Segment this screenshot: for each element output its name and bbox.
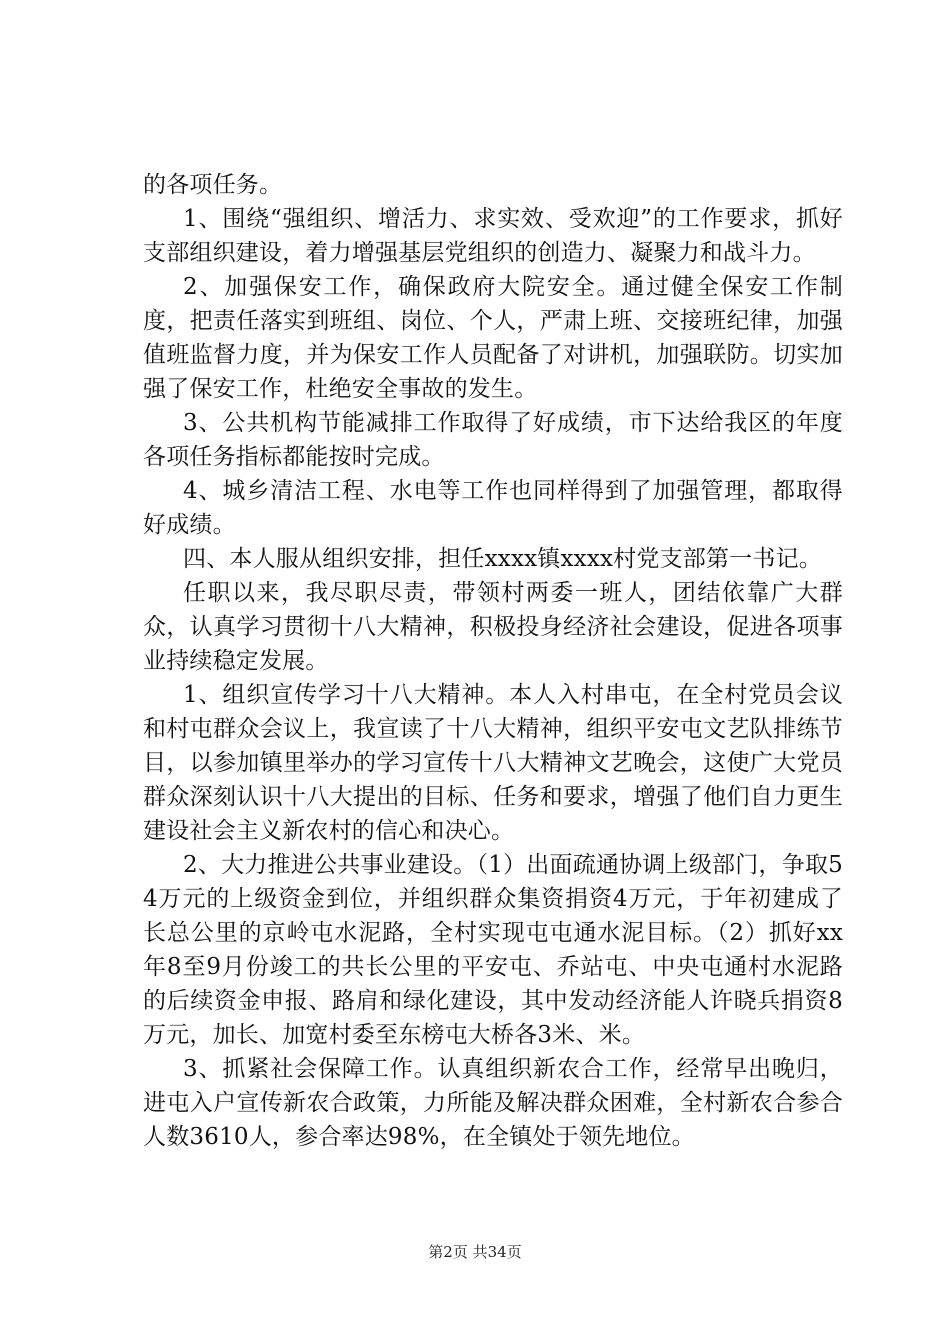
paragraph-4: 3、公共机构节能减排工作取得了好成绩，市下达给我区的年度各项任务指标都能按时完成。 [143,410,843,470]
document-body [143,168,843,1154]
paragraph-8: 1、组织宣传学习十八大精神。本人入村串屯，在全村党员会议和村屯群众会议上，我宣读了十八大精神，组织平安屯文艺队排练节目，以参加镇里举办的学习宣传十八大精神文艺晚会，这使广大党员群众深刻认识十八大提出的目标、任务和要求，增强了他们自力更生建设社会主义新农村的信心和决心。 [143,682,843,844]
paragraph-10: 3、抓紧社会保障工作。认真组织新农合工作，经常早出晚归，进屯入户宣传新农合政策，力所能及解决群众困难，全村新农合参合人数3610人，参合率达98%，在全镇处于领先地位。 [143,1056,843,1150]
page-number-footer: 第2页 共34页 [428,1243,522,1261]
paragraph-1: 的各项任务。 [143,172,283,198]
paragraph-6: 四、本人服从组织安排，担任xxxx镇xxxx村党支部第一书记。 [183,546,822,572]
paragraph-2: 1、围绕“强组织、增活力、求实效、受欢迎”的工作要求，抓好支部组织建设，着力增强基层党组织的创造力、凝聚力和战斗力。 [143,206,843,266]
paragraph-9: 2、大力推进公共事业建设。（1）出面疏通协调上级部门，争取54万元的上级资金到位，并组织群众集资捐资4万元，于年初建成了长总公里的京岭屯水泥路，全村实现屯屯通水泥目标。（2）抓好xx年8至9月份竣工的共长公里的平安屯、乔站屯、中央屯通村水泥路的后续资金申报、路肩和绿化建设，其中发动经济能人许晓兵捐资8万元，加长、加宽村委至东榜屯大桥各3米、米。 [143,852,843,1048]
paragraph-3: 2、加强保安工作，确保政府大院安全。通过健全保安工作制度，把责任落实到班组、岗位、个人，严肃上班、交接班纪律，加强值班监督力度，并为保安工作人员配备了对讲机，加强联防。切实加强了保安工作，杜绝安全事故的发生。 [143,274,843,402]
paragraph-7: 任职以来，我尽职尽责，带领村两委一班人，团结依靠广大群众，认真学习贯彻十八大精神，积极投身经济社会建设，促进各项事业持续稳定发展。 [143,580,843,674]
paragraph-5: 4、城乡清洁工程、水电等工作也同样得到了加强管理，都取得好成绩。 [143,478,843,538]
